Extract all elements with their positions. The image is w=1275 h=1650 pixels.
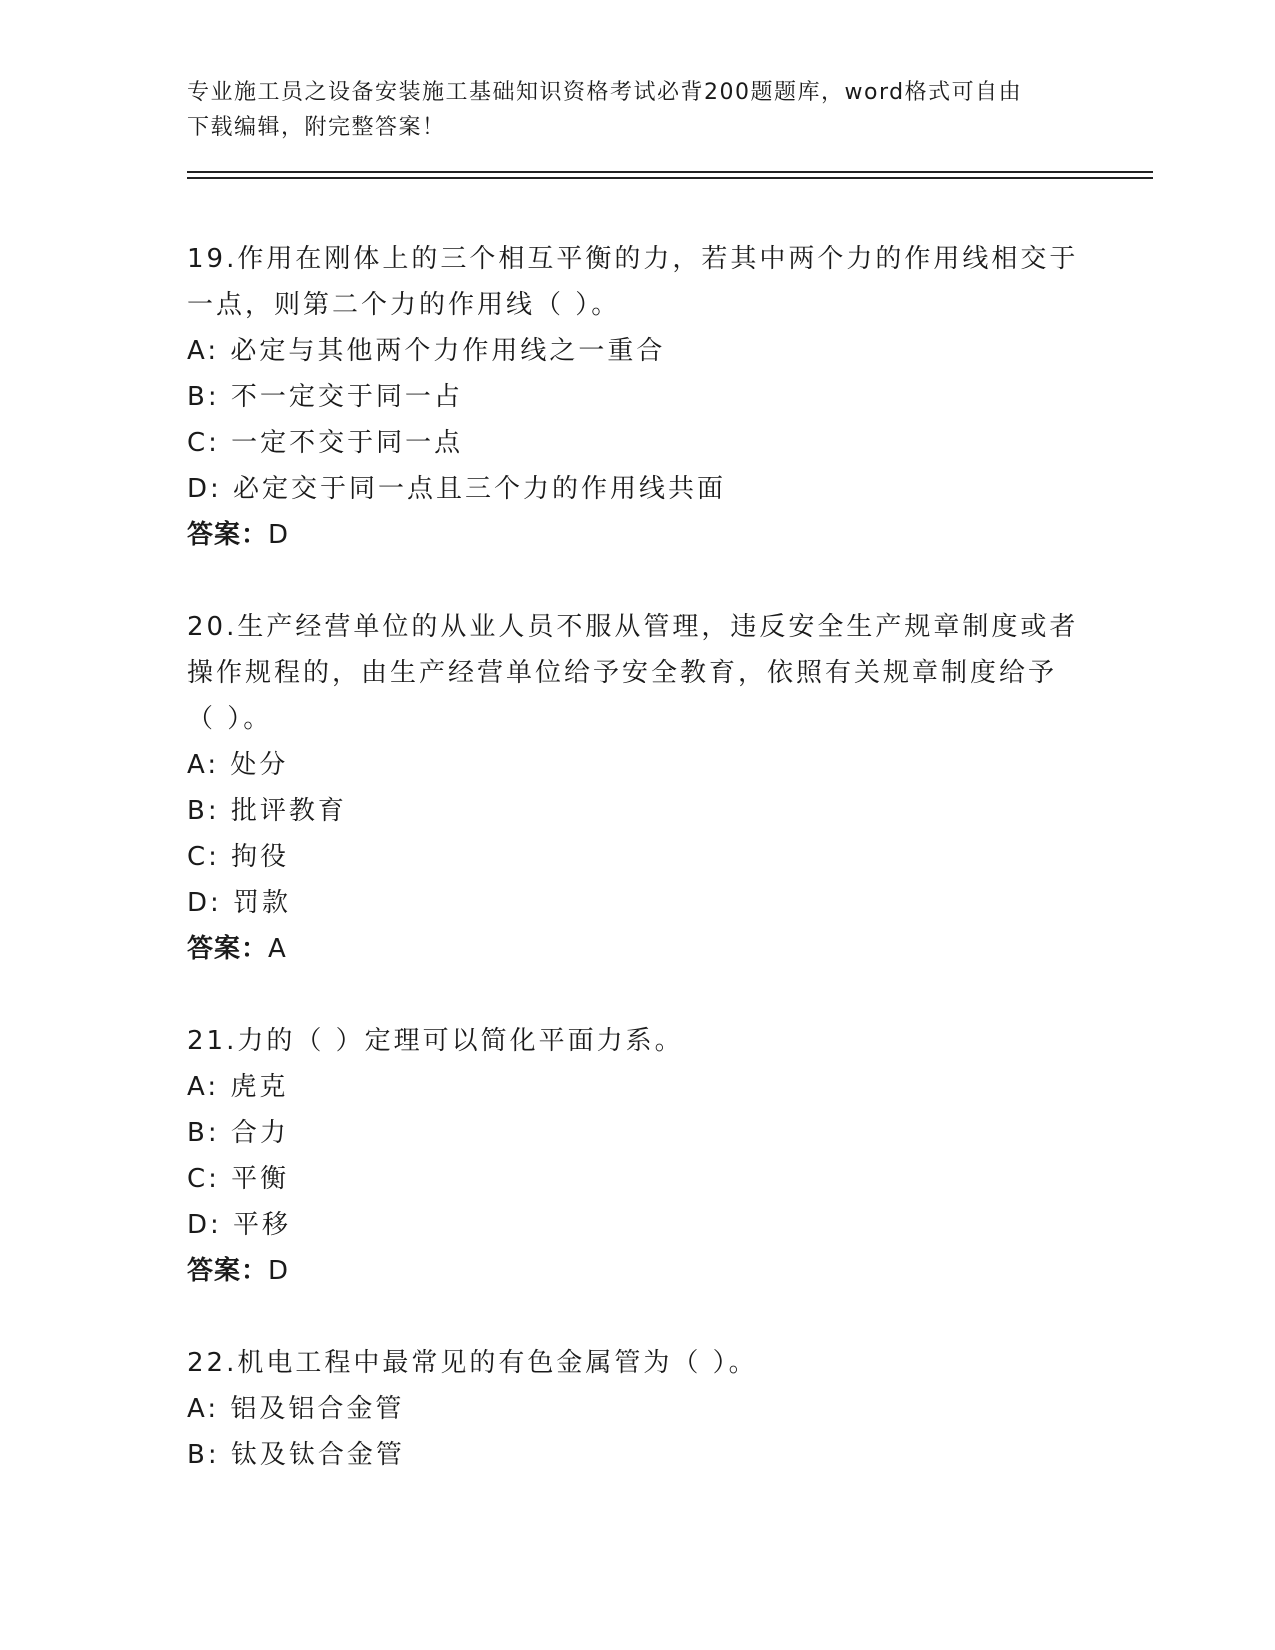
answer-label: 答案： — [187, 1256, 269, 1286]
option-b: B: 钛及钛合金管 — [187, 1440, 405, 1470]
header-divider-bottom — [187, 177, 1153, 179]
question-stem-line: 20.生产经营单位的从业人员不服从管理，违反安全生产规章制度或者 — [187, 612, 1079, 642]
answer-value: D — [268, 520, 290, 550]
answer-line — [187, 926, 1087, 972]
option-b: B: 合力 — [187, 1118, 289, 1148]
question-stem-line: 22.机电工程中最常见的有色金属管为（ ）。 — [187, 1348, 758, 1378]
question-item — [187, 604, 1087, 972]
answer-line — [187, 512, 1087, 558]
option-c: C: 一定不交于同一点 — [187, 428, 464, 458]
option-c: C: 平衡 — [187, 1164, 290, 1194]
option-a: A: 处分 — [187, 750, 289, 780]
option-b: B: 不一定交于同一占 — [187, 382, 463, 412]
option-a: A: 虎克 — [187, 1072, 289, 1102]
question-item — [187, 1340, 1087, 1478]
answer-value: A — [268, 934, 287, 964]
option-a: A: 铝及铝合金管 — [187, 1394, 405, 1424]
option-d: D: 平移 — [187, 1210, 292, 1240]
answer-line — [187, 1248, 1087, 1294]
question-stem-line: （ ）。 — [187, 704, 273, 734]
answer-label: 答案： — [187, 934, 269, 964]
question-item — [187, 236, 1087, 558]
option-d: D: 必定交于同一点且三个力的作用线共面 — [187, 474, 727, 504]
document-header — [187, 75, 1067, 145]
question-list — [187, 236, 1087, 1524]
option-b: B: 批评教育 — [187, 796, 347, 826]
option-c: C: 拘役 — [187, 842, 290, 872]
question-item — [187, 1018, 1087, 1294]
question-stem-line: 21.力的（ ）定理可以简化平面力系。 — [187, 1026, 684, 1056]
header-divider-top — [187, 171, 1153, 173]
answer-label: 答案： — [187, 520, 269, 550]
question-stem-line: 19.作用在刚体上的三个相互平衡的力，若其中两个力的作用线相交于 — [187, 244, 1079, 274]
option-d: D: 罚款 — [187, 888, 292, 918]
question-stem-line: 操作规程的，由生产经营单位给予安全教育，依照有关规章制度给予 — [187, 658, 1058, 688]
option-a: A: 必定与其他两个力作用线之一重合 — [187, 336, 666, 366]
header-title-line-1: 专业施工员之设备安装施工基础知识资格考试必背200题题库，word格式可自由 — [187, 80, 1023, 105]
question-stem-line: 一点，则第二个力的作用线（ ）。 — [187, 290, 621, 320]
header-title-line-2: 下载编辑，附完整答案！ — [187, 115, 446, 140]
answer-value: D — [268, 1256, 290, 1286]
